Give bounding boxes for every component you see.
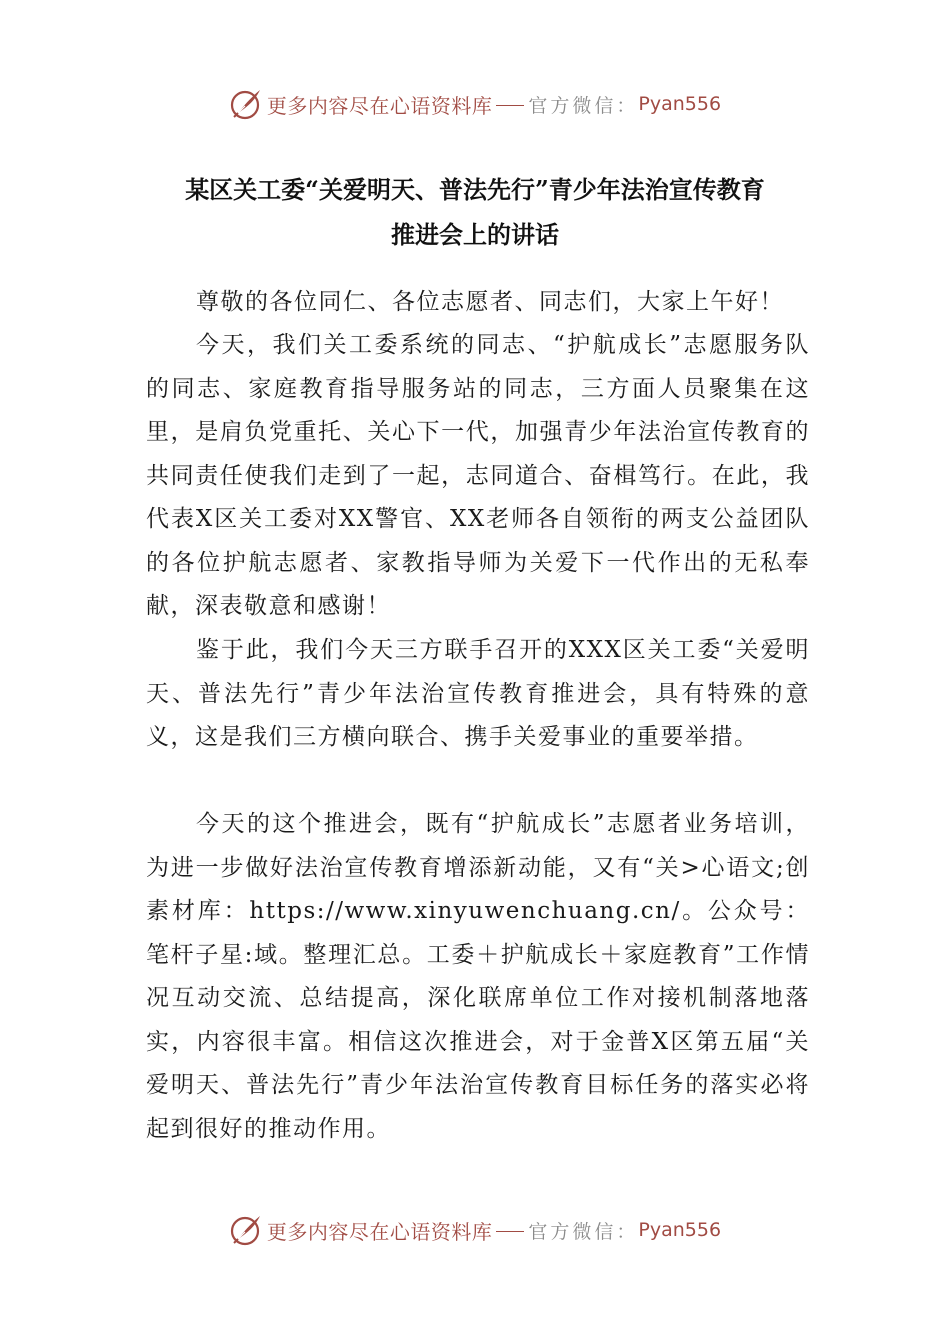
banner-wechat-id: Pyan556: [638, 93, 722, 115]
document-title-line-2: 推进会上的讲话: [391, 220, 559, 249]
header-banner: [0, 84, 950, 124]
body-paragraph-2: 今天，我们关工委系统的同志、“护航成长”志愿服务队的同志、家庭教育指导服务站的同志，三方面人员聚集在这里，是肩负党重托、关心下一代，加强青少年法治宣传教育的共同责任使我们走到了一起，志同道合、奋楫笃行。在此，我代表X区关工委对XX警官、XX老师各自领衔的两支公益团队的各位护航志愿者、家教指导师为关爱下一代作出的无私奉献，深表敬意和感谢！: [146, 332, 810, 619]
footer-wechat-id: Pyan556: [638, 1219, 722, 1241]
body-paragraph-3: 鉴于此，我们今天三方联手召开的XXX区关工委“关爱明天、普法先行”青少年法治宣传教育推进会，具有特殊的意义，这是我们三方横向联合、携手关爱事业的重要举措。: [146, 637, 810, 750]
body-paragraph-1: 尊敬的各位同仁、各位志愿者、同志们，大家上午好！: [196, 289, 784, 315]
document-title-line-1: 某区关工委“关爱明天、普法先行”青少年法治宣传教育: [185, 175, 765, 204]
body-paragraph-4: 今天的这个推进会，既有“护航成长”志愿者业务培训，为进一步做好法治宣传教育增添新动能，又有“关>心语文;创素材库：https://www.xinyuwenchuang.cn/。公众号：笔杆子星:域。整理汇总。工委＋护航成长＋家庭教育”工作情况互动交流、总结提高，深化联席单位工作对接机制落地落实，内容很丰富。相信这次推进会，对于金普X区第五届“关爱明天、普法先行”青少年法治宣传教育目标任务的落实必将起到很好的推动作用。: [146, 811, 810, 1142]
footer-dash: [496, 1231, 524, 1232]
quill-logo-icon: [229, 1213, 263, 1247]
footer-banner: [0, 1210, 950, 1250]
banner-brand-text: 更多内容尽在心语资料库: [266, 93, 493, 118]
footer-wechat-label: 官方微信：: [528, 1220, 639, 1243]
banner-dash: [496, 105, 524, 106]
banner-wechat-label: 官方微信：: [528, 94, 639, 117]
footer-brand-text: 更多内容尽在心语资料库: [266, 1219, 493, 1244]
quill-logo-icon: [229, 87, 263, 121]
